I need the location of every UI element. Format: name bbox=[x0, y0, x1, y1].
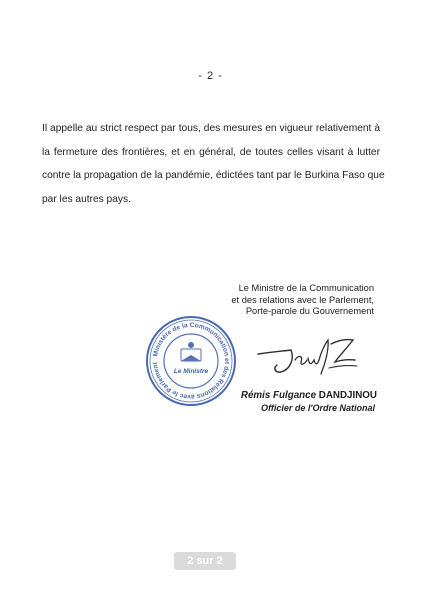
body-line: par les autres pays. bbox=[42, 193, 131, 205]
signatory-office-line: Porte-parole du Gouvernement bbox=[245, 306, 374, 316]
official-seal-stamp bbox=[145, 315, 237, 407]
seal-center-label: Le Ministre bbox=[173, 368, 209, 375]
body-line: Il appelle au strict respect par tous, des mesures en vigueur relativement à bbox=[42, 123, 380, 134]
body-line: contre la propagation de la pandémie, édictées tant par le Burkina Faso que bbox=[42, 170, 385, 181]
page-number: - 2 - bbox=[198, 70, 223, 82]
body-line: la fermeture des frontières, et en général, de toutes celles visant à lutter bbox=[42, 146, 380, 158]
signatory-office bbox=[134, 283, 374, 318]
signatory-office-line: et des relations avec le Parlement, bbox=[231, 294, 374, 305]
signatory-title: Officier de l'Ordre National bbox=[260, 403, 375, 413]
handwritten-signature bbox=[255, 330, 360, 382]
seal-ring-text: Ministère de la Communication et des Relations avec le Parlement bbox=[152, 321, 231, 401]
page-indicator-badge: 2 sur 2 bbox=[174, 552, 236, 570]
body-paragraph bbox=[42, 117, 385, 211]
signatory-first-names: Rémis Fulgance bbox=[240, 390, 319, 401]
signatory-surname: DANDJINOU bbox=[318, 390, 377, 401]
signatory-office-line: Le Ministre de la Communication bbox=[238, 283, 374, 293]
signatory-name bbox=[241, 390, 377, 401]
